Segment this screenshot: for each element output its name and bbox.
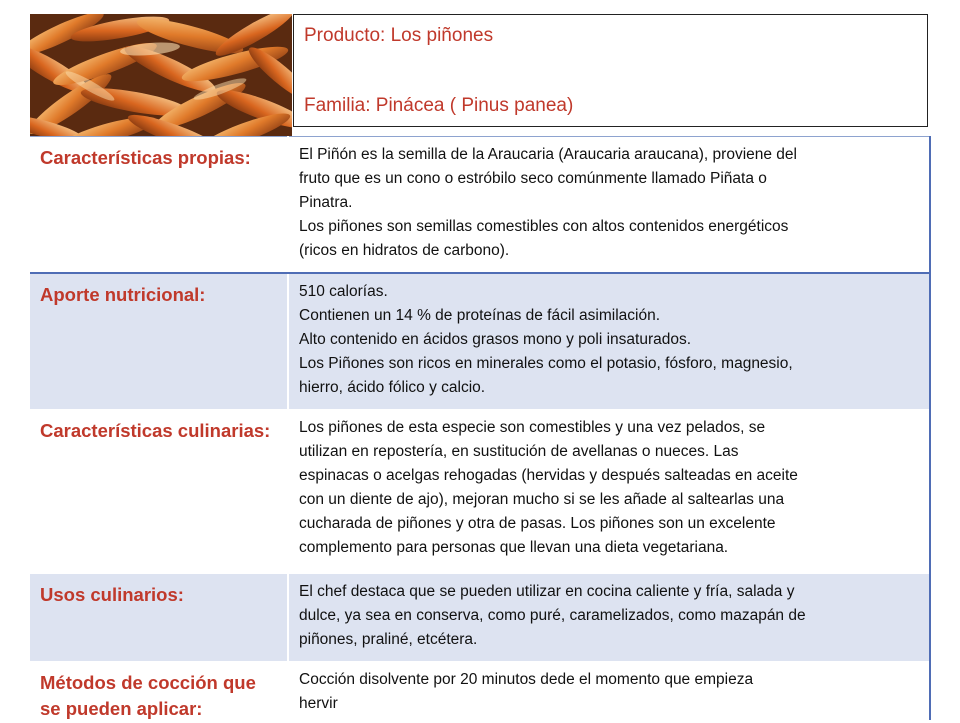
row-label: Métodos de cocción que se pueden aplicar:: [30, 662, 288, 723]
product-header-box: [293, 14, 928, 127]
text-line: Contienen un 14 % de proteínas de fácil asimilación.: [299, 306, 661, 324]
table-row: [30, 574, 931, 662]
text-line: Pinatra.: [299, 194, 353, 211]
product-name: Producto: Los piñones: [304, 25, 494, 46]
row-text: [288, 273, 931, 410]
row-text: [288, 662, 931, 723]
text-line: Los piñones son semillas comestibles con altos contenidos energéticos: [299, 218, 789, 235]
text-line: complemento para personas que llevan una dieta vegetariana.: [299, 539, 729, 556]
text-line: espinacas o acelgas rehogadas (hervidas y después salteadas en aceite: [299, 467, 798, 484]
row-label: Características culinarias:: [30, 410, 288, 574]
row-text: [288, 574, 931, 662]
product-family: Familia: Pinácea ( Pinus panea): [304, 95, 574, 116]
table-right-border: [929, 136, 931, 720]
text-line: con un diente de ajo), mejoran mucho si se les añade al saltearlas una: [299, 491, 785, 508]
table-row: [30, 137, 931, 273]
text-line: El Piñón es la semilla de la Araucaria (Araucaria araucana), proviene del: [299, 146, 797, 163]
text-line: (ricos en hidratos de carbono).: [299, 242, 510, 259]
text-line: Los piñones de esta especie son comestibles y una vez pelados, se: [299, 419, 766, 436]
text-line: Alto contenido en ácidos grasos mono y poli insaturados.: [299, 330, 692, 348]
row-label: Usos culinarios:: [30, 574, 288, 662]
product-info-table: [30, 136, 931, 723]
row-label: Características propias:: [30, 137, 288, 273]
text-line: dulce, ya sea en conserva, como puré, caramelizados, como mazapán de: [299, 607, 806, 624]
text-line: Los Piñones son ricos en minerales como el potasio, fósforo, magnesio,: [299, 354, 793, 372]
row-text: [288, 410, 931, 574]
table-row: [30, 662, 931, 723]
row-text: [288, 137, 931, 273]
text-line: hervir: [299, 695, 338, 712]
text-line: 510 calorías.: [299, 282, 388, 300]
text-line: El chef destaca que se pueden utilizar en cocina caliente y fría, salada y: [299, 583, 795, 600]
text-line: fruto que es un cono o estróbilo seco comúnmente llamado Piñata o: [299, 170, 767, 187]
text-line: utilizan en repostería, en sustitución de avellanas o nueces. Las: [299, 443, 739, 460]
pine-nuts-photo: [30, 14, 292, 136]
text-line: piñones, praliné, etcétera.: [299, 631, 478, 648]
text-line: Cocción disolvente por 20 minutos dede el momento que empieza: [299, 671, 754, 688]
pine-nuts-image: [30, 14, 292, 136]
row-label: Aporte nutricional:: [30, 273, 288, 410]
text-line: cucharada de piñones y otra de pasas. Los piñones son un excelente: [299, 515, 776, 532]
table-row: [30, 410, 931, 574]
text-line: hierro, ácido fólico y calcio.: [299, 378, 486, 396]
table-row: [30, 273, 931, 410]
